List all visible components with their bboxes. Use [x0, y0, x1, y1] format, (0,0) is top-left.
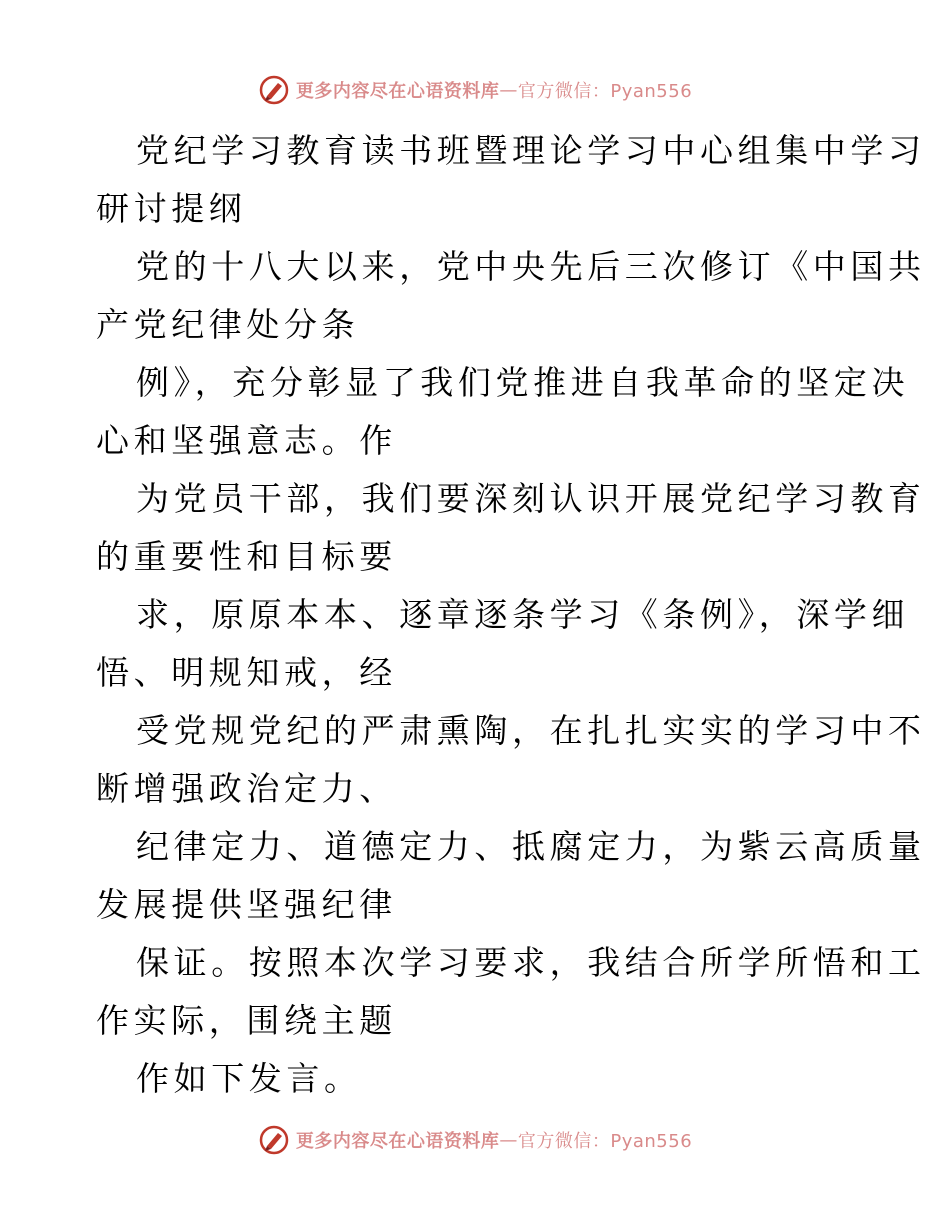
title-line-1: 党纪学习教育读书班暨理论学习中心组集中学习	[136, 131, 926, 170]
banner-dash: —	[499, 79, 518, 101]
header-banner	[0, 70, 950, 110]
document-body	[96, 122, 926, 1108]
paragraph-line: 悟、明规知戒，经	[96, 653, 397, 692]
pen-circle-logo-icon	[258, 74, 290, 106]
paragraph-line: 心和坚强意志。作	[96, 421, 397, 460]
paragraph-line: 断增强政治定力、	[96, 769, 397, 808]
paragraph-line: 为党员干部，我们要深刻认识开展党纪学习教育	[136, 479, 926, 518]
paragraph-line: 纪律定力、道德定力、抵腐定力，为紫云高质量	[136, 827, 926, 866]
title-line-2: 研讨提纲	[96, 189, 247, 228]
banner-wechat-text: 官方微信：Pyan556	[517, 1131, 693, 1152]
paragraph-line: 的重要性和目标要	[96, 537, 397, 576]
banner-site-text: 更多内容尽在心语资料库	[295, 81, 500, 102]
paragraph-line: 产党纪律处分条	[96, 305, 360, 344]
banner-wechat-text: 官方微信：Pyan556	[517, 81, 693, 102]
paragraph-line: 党的十八大以来，党中央先后三次修订《中国共	[136, 247, 926, 286]
banner-site-text: 更多内容尽在心语资料库	[295, 1131, 500, 1152]
paragraph-line: 受党规党纪的严肃熏陶，在扎扎实实的学习中不	[136, 711, 926, 750]
paragraph-line: 发展提供坚强纪律	[96, 885, 397, 924]
paragraph-line: 例》，充分彰显了我们党推进自我革命的坚定决	[136, 363, 910, 402]
paragraph-line: 求，原原本本、逐章逐条学习《条例》，深学细	[136, 595, 910, 634]
paragraph-line: 作如下发言。	[136, 1059, 362, 1098]
pen-circle-logo-icon	[258, 1124, 290, 1156]
paragraph-line: 保证。按照本次学习要求，我结合所学所悟和工	[136, 943, 926, 982]
footer-banner	[0, 1120, 950, 1160]
banner-dash: —	[499, 1129, 518, 1151]
paragraph-line: 作实际，围绕主题	[96, 1001, 397, 1040]
